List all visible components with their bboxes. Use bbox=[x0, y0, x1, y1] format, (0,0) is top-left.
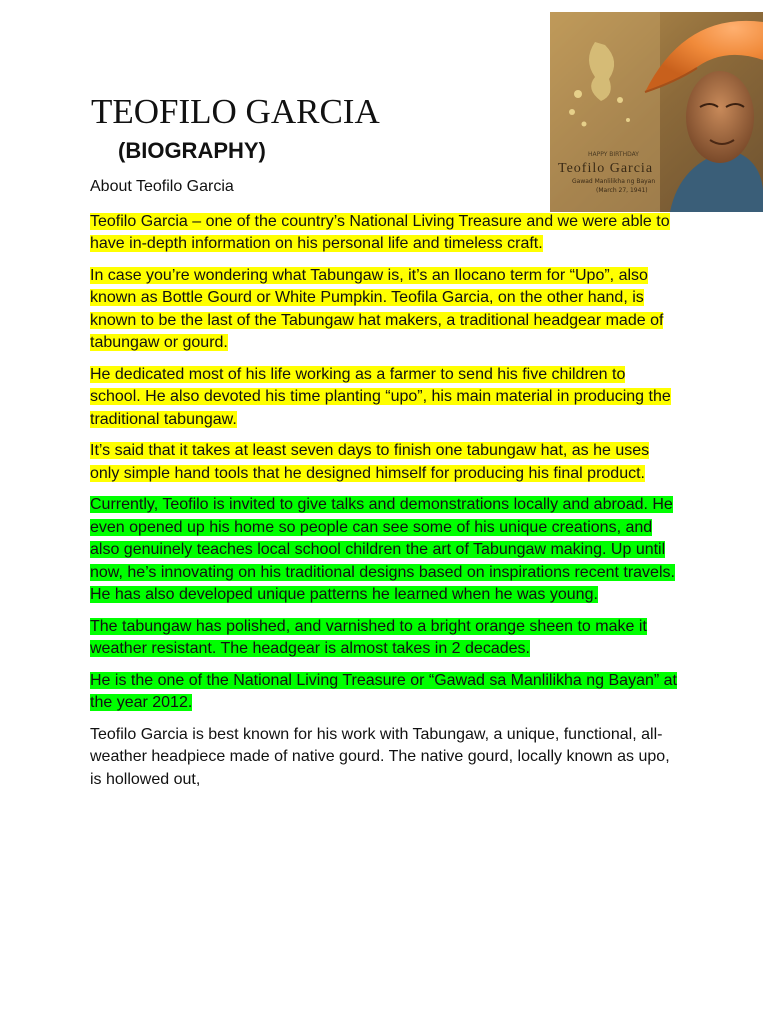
photo-caption-date: (March 27, 1941) bbox=[596, 187, 648, 194]
highlighted-text: He dedicated most of his life working as a farmer to send his five children to school. He also devoted his time planting “upo”, his main material in producing the traditional tabungaw. bbox=[90, 365, 671, 428]
paragraph-6 bbox=[90, 616, 680, 661]
paragraph-3 bbox=[90, 364, 680, 432]
photo-caption-award: Gawad Manlilikha ng Bayan bbox=[572, 178, 656, 185]
paragraph-2 bbox=[90, 265, 680, 355]
highlighted-text: He is the one of the National Living Treasure or “Gawad sa Manlilikha ng Bayan” at the year 2012. bbox=[90, 671, 677, 711]
biography-body bbox=[90, 176, 680, 800]
paragraph-1 bbox=[90, 211, 680, 256]
highlighted-text: The tabungaw has polished, and varnished to a bright orange sheen to make it weather resistant. The headgear is almost takes in 2 decades. bbox=[90, 617, 647, 657]
photo-caption-small: HAPPY BIRTHDAY bbox=[588, 151, 639, 158]
highlighted-text: Teofilo Garcia – one of the country’s National Living Treasure and we were able to have in-depth information on his personal life and timeless craft. bbox=[90, 212, 670, 252]
paragraph-8: Teofilo Garcia is best known for his work with Tabungaw, a unique, functional, all-weather headpiece made of native gourd. The native gourd, locally known as upo, is hollowed out, bbox=[90, 725, 670, 788]
paragraph-5 bbox=[90, 494, 680, 607]
highlighted-text: It’s said that it takes at least seven days to finish one tabungaw hat, as he uses only simple hand tools that he designed himself for producing his final product. bbox=[90, 442, 650, 482]
paragraph-4 bbox=[90, 440, 680, 485]
highlighted-text: In case you’re wondering what Tabungaw is, it’s an Ilocano term for “Upo”, also known as Bottle Gourd or White Pumpkin. Teofila Garcia, on the other hand, is known to be the last of the Tabungaw hat makers, a traditional headgear made of tabungaw or gourd. bbox=[90, 266, 664, 351]
paragraph-7 bbox=[90, 670, 680, 715]
document-subtitle: (BIOGRAPHY) bbox=[118, 138, 266, 163]
highlighted-text: Currently, Teofilo is invited to give talks and demonstrations locally and abroad. He even opened up his home so people can see some of his unique creations, and also genuinely teaches local school children the art of Tabungaw making. Up until now, he’s innovating on his traditional designs based on inspirations recent travels. He has also developed unique patterns he learned when he was young. bbox=[90, 496, 675, 603]
about-heading: About Teofilo Garcia bbox=[90, 178, 234, 195]
photo-caption-name: Teofilo Garcia bbox=[558, 161, 654, 176]
document-title: TEOFILO GARCIA bbox=[91, 92, 380, 131]
